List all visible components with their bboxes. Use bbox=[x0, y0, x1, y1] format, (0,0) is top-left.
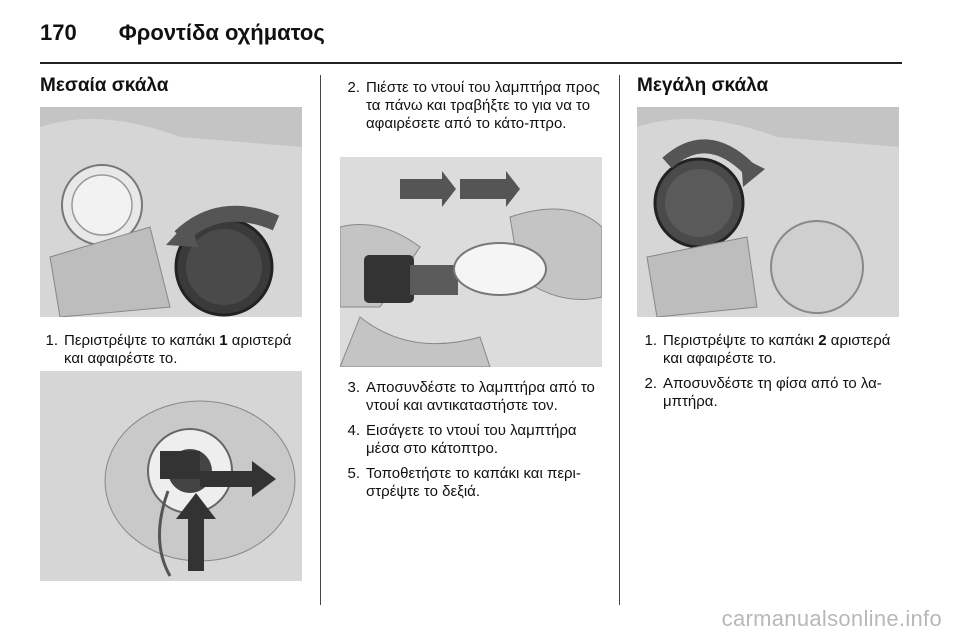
steps-column2-top bbox=[342, 79, 604, 140]
column-divider-1 bbox=[320, 75, 321, 605]
large-cover-illustration bbox=[637, 107, 899, 317]
section-title-medium: Μεσαία σκάλα bbox=[40, 75, 169, 96]
step-item: 3. Αποσυνδέστε το λαμπτήρα από το ντουί και αντικαταστήστε τον. bbox=[347, 379, 595, 414]
page-title: Φροντίδα οχήματος bbox=[118, 20, 325, 45]
figure-medium-cover bbox=[40, 107, 302, 317]
bulb-holder-illustration bbox=[40, 371, 302, 581]
steps-column2-bottom bbox=[342, 379, 604, 508]
step-item: 2. Πιέστε το ντουί του λαμπτήρα προς τα πάνω και τραβήξτε το για να το αφαιρέσετε από το κάτο-πτρο. bbox=[347, 79, 600, 132]
remove-bulb-illustration bbox=[340, 157, 602, 367]
header-rule bbox=[40, 62, 902, 64]
figure-remove-bulb bbox=[340, 157, 602, 367]
figure-large-cover bbox=[637, 107, 899, 317]
watermark: carmanualsonline.info bbox=[721, 606, 942, 631]
headlight-cover-illustration bbox=[40, 107, 302, 317]
section-title-large: Μεγάλη σκάλα bbox=[637, 75, 769, 96]
step-item: 2. Αποσυνδέστε τη φίσα από το λα-μπτήρα. bbox=[644, 375, 882, 410]
step-item: 5. Τοποθετήστε το καπάκι και περι-στρέψτε το δεξιά. bbox=[347, 465, 581, 500]
column-divider-2 bbox=[619, 75, 620, 605]
steps-medium bbox=[40, 332, 302, 375]
step-item: 1. Περιστρέψτε το καπάκι 1 αριστερά και αφαιρέστε το. bbox=[45, 332, 292, 367]
steps-large bbox=[639, 332, 901, 418]
page-header bbox=[40, 16, 325, 50]
page-number: 170 bbox=[40, 20, 77, 45]
step-item: 4. Εισάγετε το ντουί του λαμπτήρα μέσα στο κάτοπτρο. bbox=[347, 422, 577, 457]
figure-medium-bulb-holder bbox=[40, 371, 302, 581]
step-item: 1. Περιστρέψτε το καπάκι 2 αριστερά και αφαιρέστε το. bbox=[644, 332, 891, 367]
